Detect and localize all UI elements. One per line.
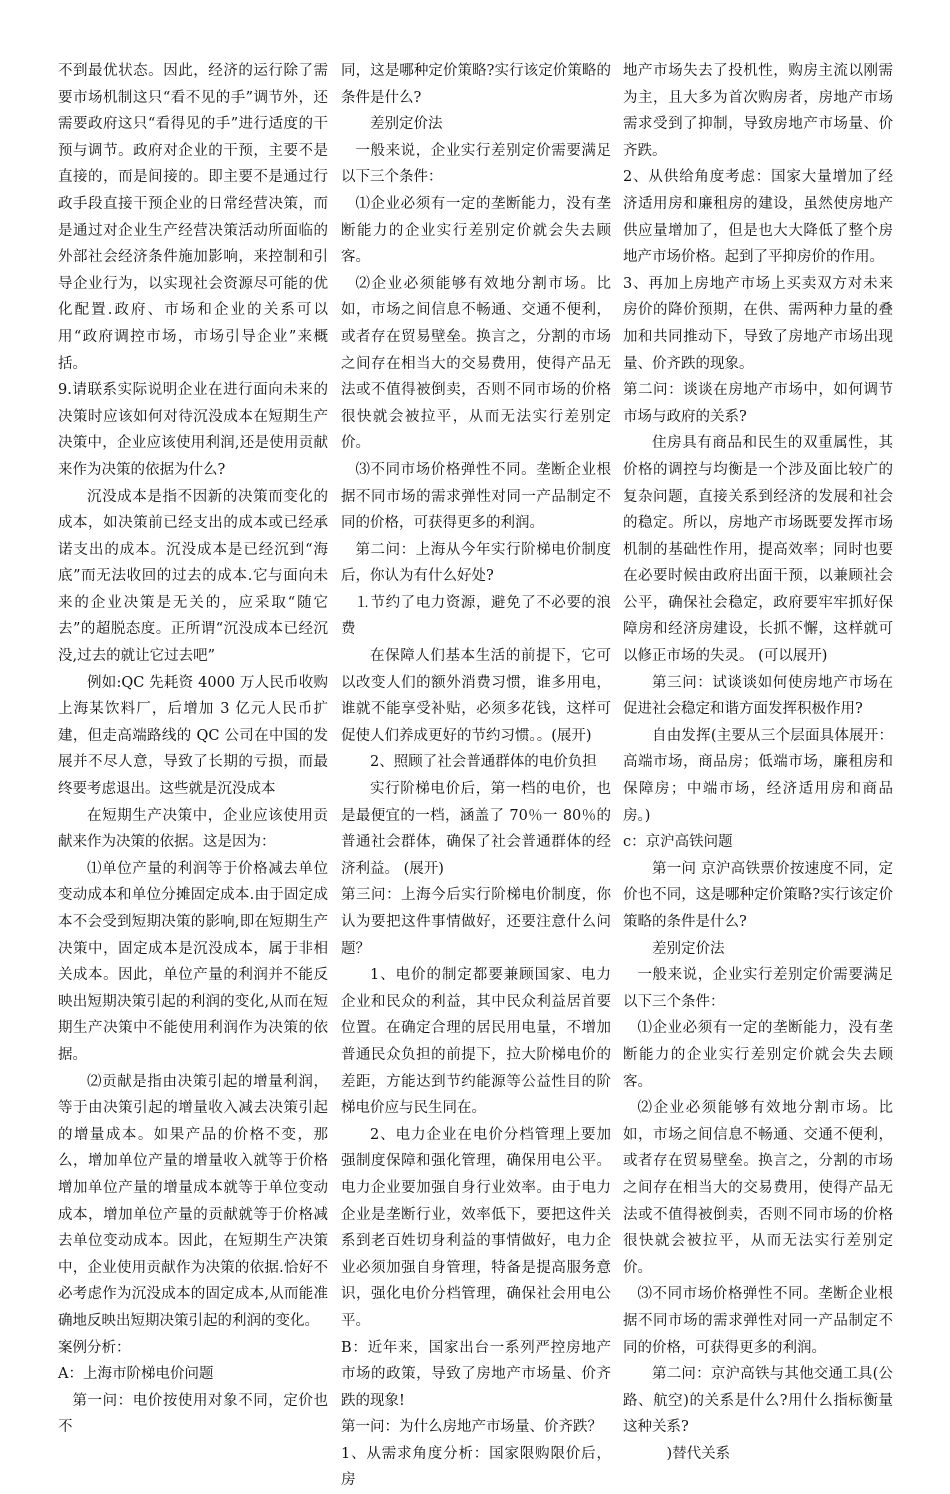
paragraph: 差别定价法	[370, 116, 443, 133]
text-column-3	[623, 58, 893, 1462]
text-column-2	[341, 58, 611, 1489]
paragraph: ⑵企业必须能够有效地分割市场。比如，市场之间信息不畅通、交通不便利，或者存在贸易壁垒。换言之，分割的市场之间存在相当大的交易费用，使得产品无法或不值得被倒卖，否则不同市场的价格很快就会被拉平，从而无法实行差别定价。	[341, 275, 611, 452]
paragraph: 第三问：上海今后实行阶梯电价制度，你认为要把这件事情做好，还要注意什么问题？	[341, 887, 611, 957]
paragraph: 第一问：为什么房地产市场量、价齐跌？	[341, 1419, 602, 1436]
paragraph: 沉没成本是指不因新的决策而变化的成本，如决策前已经支出的成本或已经承诺支出的成本。沉没成本是已经沉到“海底”而无法收回的过去的成本.它与面向未来的企业决策是无关的，应采取“随它去”的超脱态度。正所谓“沉没成本已经沉没,过去的就让它过去吧”	[58, 488, 328, 665]
paragraph: 实行阶梯电价后，第一档的电价，也是最便宜的一档，涵盖了 70％一 80％的普通社会群体，确保了社会普通群体的经济利益。 (展开)	[341, 781, 611, 877]
paragraph: 第二问：京沪高铁与其他交通工具(公路、航空)的关系是什么?用什么指标衡量这种关系?	[623, 1366, 893, 1436]
paragraph: 2、照顾了社会普通群体的电价负担	[370, 754, 597, 771]
paragraph: 1、从需求角度分析：国家限购限价后，房	[341, 1445, 611, 1489]
paragraph: )替代关系	[666, 1445, 731, 1462]
paragraph: 在短期生产决策中，企业应该使用贡献来作为决策的依据。这是因为：	[58, 807, 328, 851]
paragraph: 第一问：电价按使用对象不同，定价也不	[58, 1392, 328, 1436]
paragraph: 地产市场失去了投机性，购房主流以刚需为主，且大多为首次购房者，房地产市场需求受到了抑制，导致房地产市场量、价齐跌。	[623, 63, 893, 159]
paragraph: 差别定价法	[652, 940, 725, 957]
paragraph: 住房具有商品和民生的双重属性，其价格的调控与均衡是一个涉及面比较广的复杂问题，直接关系到经济的发展和社会的稳定。所以，房地产市场既要发挥市场机制的基础性作用，提高效率；同时也要在必要时候由政府出面干预，以兼顾社会公平，确保社会稳定，政府要牢牢抓好保障房和经济房建设，长抓不懈，这样就可以修正市场的失灵。 (可以展开)	[623, 435, 893, 665]
paragraph: 同，这是哪种定价策略?实行该定价策略的条件是什么?	[341, 63, 611, 106]
paragraph: 2、电力企业在电价分档管理上要加强制度保障和强化管理，确保用电公平。电力企业要加强自身行业效率。由于电力企业是垄断行业，效率低下，要把这件关系到老百姓切身利益的事情做好，电力企业必须加强自身管理，特备是提高服务意识，强化电价分档管理，确保社会用电公平。	[341, 1126, 611, 1329]
paragraph: ⑶不同市场价格弹性不同。垄断企业根据不同市场的需求弹性对同一产品制定不同的价格，可获得更多的利润。	[623, 1286, 893, 1356]
paragraph: 例如:QC 先耗资 4000 万人民币收购上海某饮料厂，后增加 3 亿元人民币扩建，但走高端路线的 QC 公司在中国的发展并不尽人意，导致了长期的亏损，而最终要考虑退出。这些就是沉没成本	[58, 674, 328, 798]
text-column-1	[58, 58, 328, 1436]
paragraph: ⑵企业必须能够有效地分割市场。比如，市场之间信息不畅通、交通不便利，或者存在贸易壁垒。换言之，分割的市场之间存在相当大的交易费用，使得产品无法或不值得被倒卖，否则不同市场的价格很快就会被拉平，从而无法实行差别定价。	[623, 1100, 893, 1276]
paragraph: 第二问：谈谈在房地产市场中，如何调节市场与政府的关系?	[623, 382, 893, 425]
paragraph: c：京沪高铁问题	[623, 834, 733, 851]
paragraph: 第三问：试谈谈如何使房地产市场在促进社会稳定和谐方面发挥积极作用?	[623, 674, 893, 718]
paragraph: 一般来说，企业实行差别定价需要满足以下三个条件：	[341, 142, 611, 186]
paragraph: ⑵贡献是指由决策引起的增量利润，等于由决策引起的增量收入减去决策引起的增量成本。如果产品的价格不变，那么，增加单位产量的增量收入就等于价格增加单位产量的增量成本就等于单位变动成本，增加单位产量的贡献就等于价格减去单位变动成本。因此，在短期生产决策中，企业使用贡献作为决策的依据.恰好不必考虑作为沉没成本的固定成本,从而能准确地反映出短期决策引起的利润的变化。	[58, 1073, 328, 1329]
paragraph: ⑴企业必须有一定的垄断能力，没有垄断能力的企业实行差别定价就会失去顾客。	[341, 195, 611, 266]
paragraph: 2、从供给角度考虑：国家大量增加了经济适用房和廉租房的建设，虽然使房地产供应量增加了，但是也大大降低了整个房地产市场价格。起到了平抑房价的作用。	[623, 169, 893, 266]
paragraph: A：上海市阶梯电价问题	[58, 1366, 214, 1383]
paragraph: 自由发挥(主要从三个层面具体展开：高端市场，商品房；低端市场，廉租房和保障房；中端市场，经济适用房和商品房。)	[623, 727, 893, 824]
paragraph: 1、电价的制定都要兼顾国家、电力企业和民众的利益，其中民众利益居首要位置。在确定合理的居民用电量，不增加普通民众负担的前提下，拉大阶梯电价的差距，方能达到节约能源等公益性目的阶梯电价应与民生同在。	[341, 967, 611, 1117]
paragraph: 3、再加上房地产市场上买卖双方对未来房价的降价预期，在供、需两种力量的叠加和共同推动下，导致了房地产市场出现量、价齐跌的现象。	[623, 275, 893, 372]
paragraph: 在保障人们基本生活的前提下，它可以改变人们的额外消费习惯，谁多用电，谁就不能享受补贴，必须多花钱，这样可促使人们养成更好的节约习惯。。(展开)	[341, 648, 611, 744]
paragraph: 第二问：上海从今年实行阶梯电价制度后，你认为有什么好处?	[341, 541, 611, 585]
paragraph: ⑴单位产量的利润等于价格减去单位变动成本和单位分摊固定成本.由于固定成本不会受到短期决策的影响,即在短期生产决策中，固定成本是沉没成本，属于非相关成本。因此，单位产量的利润并不能反映出短期决策引起的利润的变化,从而在短期生产决策中不能使用利润作为决策的依据。	[58, 860, 328, 1063]
paragraph: ⒈节约了电力资源，避免了不必要的浪费	[341, 594, 611, 638]
paragraph: ⑶不同市场价格弹性不同。垄断企业根据不同市场的需求弹性对同一产品制定不同的价格，可获得更多的利润。	[341, 461, 611, 532]
paragraph: 案例分析：	[58, 1339, 131, 1356]
paragraph: 9.请联系实际说明企业在进行面向未来的决策时应该如何对待沉没成本在短期生产决策中，企业应该使用利润,还是使用贡献来作为决策的依据为什么?	[58, 382, 328, 478]
paragraph: 第一问 京沪高铁票价按速度不同，定价也不同，这是哪种定价策略?实行该定价策略的条件是什么?	[623, 860, 893, 930]
paragraph: ⑴企业必须有一定的垄断能力，没有垄断能力的企业实行差别定价就会失去顾客。	[623, 1020, 893, 1090]
paragraph: B：近年来，国家出台一系列严控房地产市场的政策，导致了房地产市场量、价齐跌的现象!	[341, 1339, 611, 1409]
paragraph: 一般来说，企业实行差别定价需要满足以下三个条件：	[623, 967, 893, 1010]
paragraph: 不到最优状态。因此，经济的运行除了需要市场机制这只“看不见的手”调节外，还需要政府这只“看得见的手”进行适度的干预与调节。政府对企业的干预，主要不是直接的，而是间接的。即主要不是通过行政手段直接干预企业的日常经营决策，而是通过对企业生产经营决策活动所面临的外部社会经济条件施加影响，来控制和引导企业行为，以实现社会资源尽可能的优化配置.政府、市场和企业的关系可以用“政府调控市场，市场引导企业”来概括。	[58, 63, 328, 372]
